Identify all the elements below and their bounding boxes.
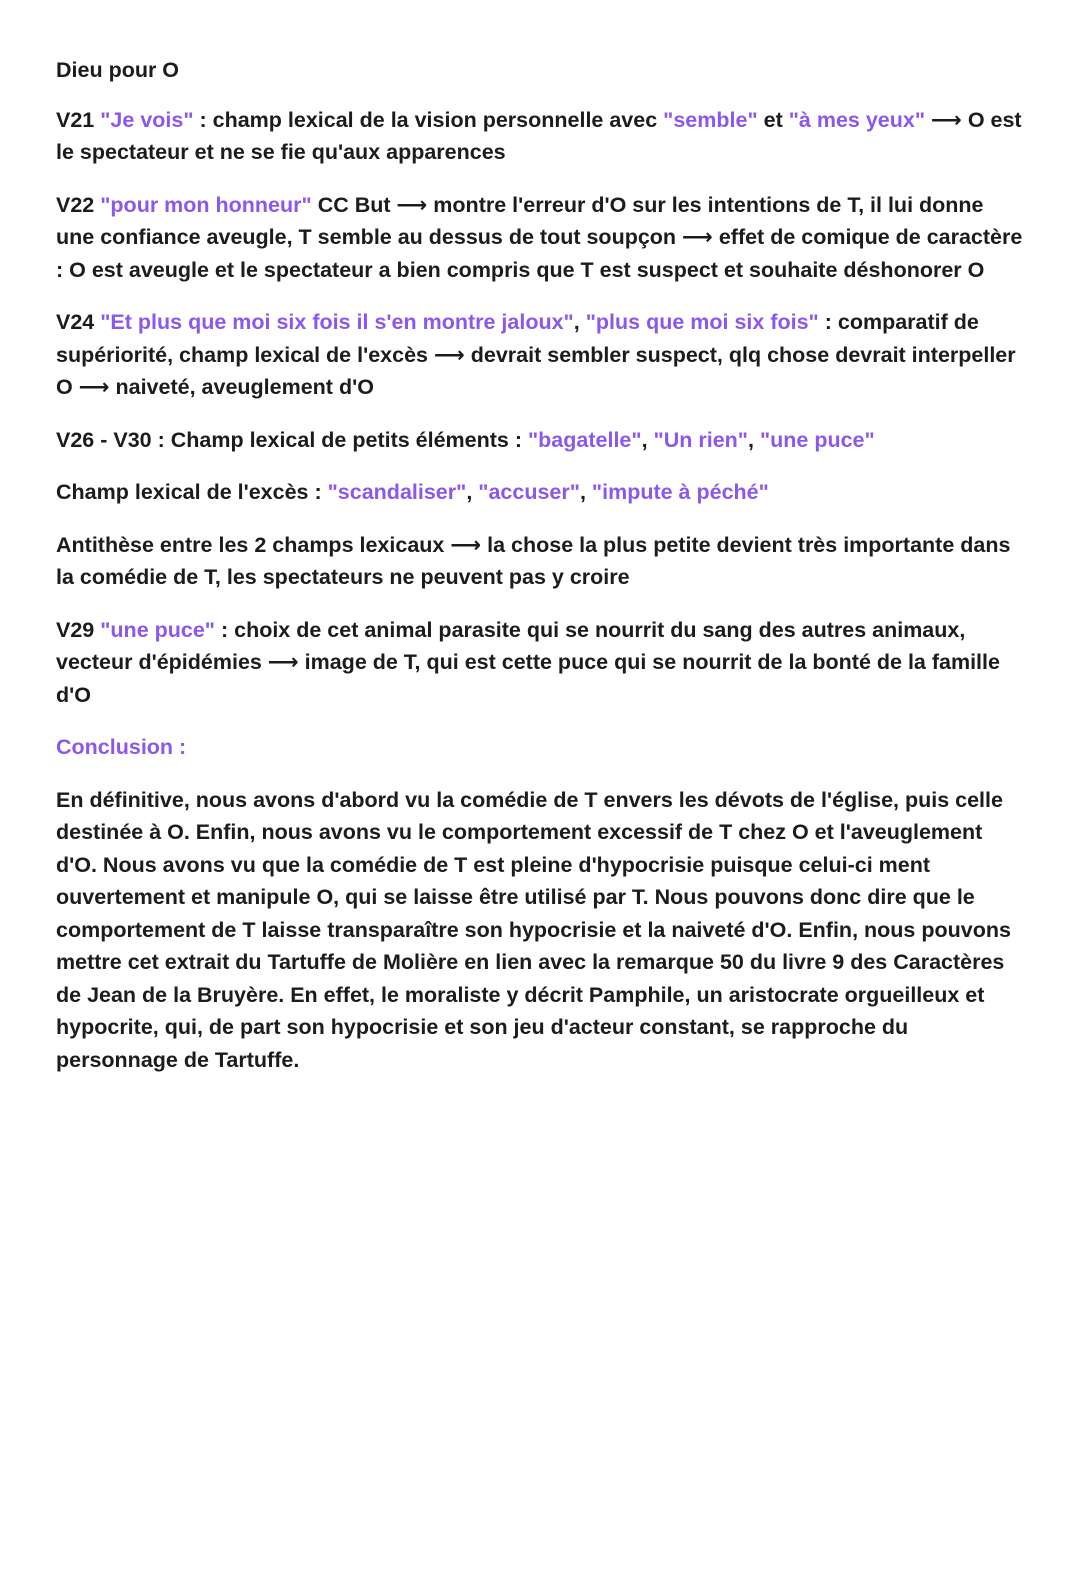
quoted-text: "impute à péché" [591,480,769,504]
text-segment: , [747,427,760,452]
paragraph-v26-v30 [56,424,1024,457]
conclusion-heading [56,731,1024,764]
text-segment: V29 [56,617,101,642]
quoted-text: "une puce" [759,427,875,452]
text-segment: , [573,310,586,334]
quoted-text: "une puce" [100,617,215,642]
paragraph-v21 [56,104,1024,169]
text-segment: : choix de cet animal parasite qui se nourrit du sang des autres animaux, vecteur d'épidémies ⟶ image de T, qui est cette puce qui se nourrit de la bonté de la famille d'O [56,617,1000,707]
text-segment: V22 [56,192,101,217]
text-segment: : comparatif de supériorité, champ lexical de l'excès ⟶ devrait sembler suspect, qlq chose devrait interpeller O ⟶ naiveté, aveuglement d'O [56,310,1016,399]
text-segment: Champ lexical de l'excès : [56,480,328,504]
text-segment: Dieu pour O [56,58,180,82]
text-segment: et [757,107,789,132]
paragraph-conclusion [56,784,1024,1077]
quoted-text: "Et plus que moi six fois il s'en montre jaloux" [100,310,574,334]
quoted-text: "accuser" [478,480,580,504]
quoted-text: "scandaliser" [327,480,467,504]
paragraph-v22 [56,189,1024,287]
quoted-text: "Un rien" [653,427,748,452]
text-segment: CC But ⟶ montre l'erreur d'O sur les intentions de T, il lui donne une confiance aveugle, T semble au dessus de tout soupçon ⟶ effet de comique de caractère : O est aveugle et le spectateur a bien compris que T est suspect et souhaite déshonorer O [56,192,1023,282]
text-segment: , [579,480,592,504]
quoted-text: "à mes yeux" [788,107,926,132]
document-page [56,54,1024,1096]
paragraph-v24 [56,306,1024,404]
quoted-text: "plus que moi six fois" [585,310,819,334]
text-segment: ⟶ O est le spectateur et ne se fie qu'aux apparences [56,107,1022,164]
text-segment: V24 [56,310,101,334]
text-segment: , [641,427,654,452]
quoted-text: Conclusion : [56,735,187,759]
paragraph-antithese [56,529,1024,594]
text-segment: , [466,480,479,504]
paragraph-champ-lexical-exces [56,476,1024,509]
paragraph-dieu-pour-o [56,54,1024,87]
quoted-text: "Je vois" [100,107,194,132]
quoted-text: "pour mon honneur" [100,192,312,217]
quoted-text: "bagatelle" [527,427,642,452]
quoted-text: "semble" [663,107,758,132]
paragraph-v29 [56,614,1024,712]
text-segment: : champ lexical de la vision personnelle avec [193,107,664,132]
text-segment: Antithèse entre les 2 champs lexicaux ⟶ la chose la plus petite devient très importante dans la comédie de T, les spectateurs ne peuvent pas y croire [56,532,1011,589]
text-segment: En définitive, nous avons d'abord vu la comédie de T envers les dévots de l'église, puis celle destinée à O. Enfin, nous avons vu le comportement excessif de T chez O et l'aveuglement d'O. Nous avons vu que la comédie de T est pleine d'hypocrisie puisque celui-ci ment ouvertement et manipule O, qui se laisse être utilisé par T. Nous pouvons donc dire que le comportement de T laisse transparaître son hypocrisie et la naiveté d'O. Enfin, nous pouvons mettre cet extrait du Tartuffe de Molière en lien avec la remarque 50 du livre 9 des Caractères de Jean de la Bruyère. En effet, le moraliste y décrit Pamphile, un aristocrate orgueilleux et hypocrite, qui, de part son hypocrisie et son jeu d'acteur constant, se rapproche du personnage de Tartuffe. [56,787,1011,1072]
text-segment: V21 [56,107,101,132]
text-segment: V26 - V30 : Champ lexical de petits éléments : [56,427,528,452]
